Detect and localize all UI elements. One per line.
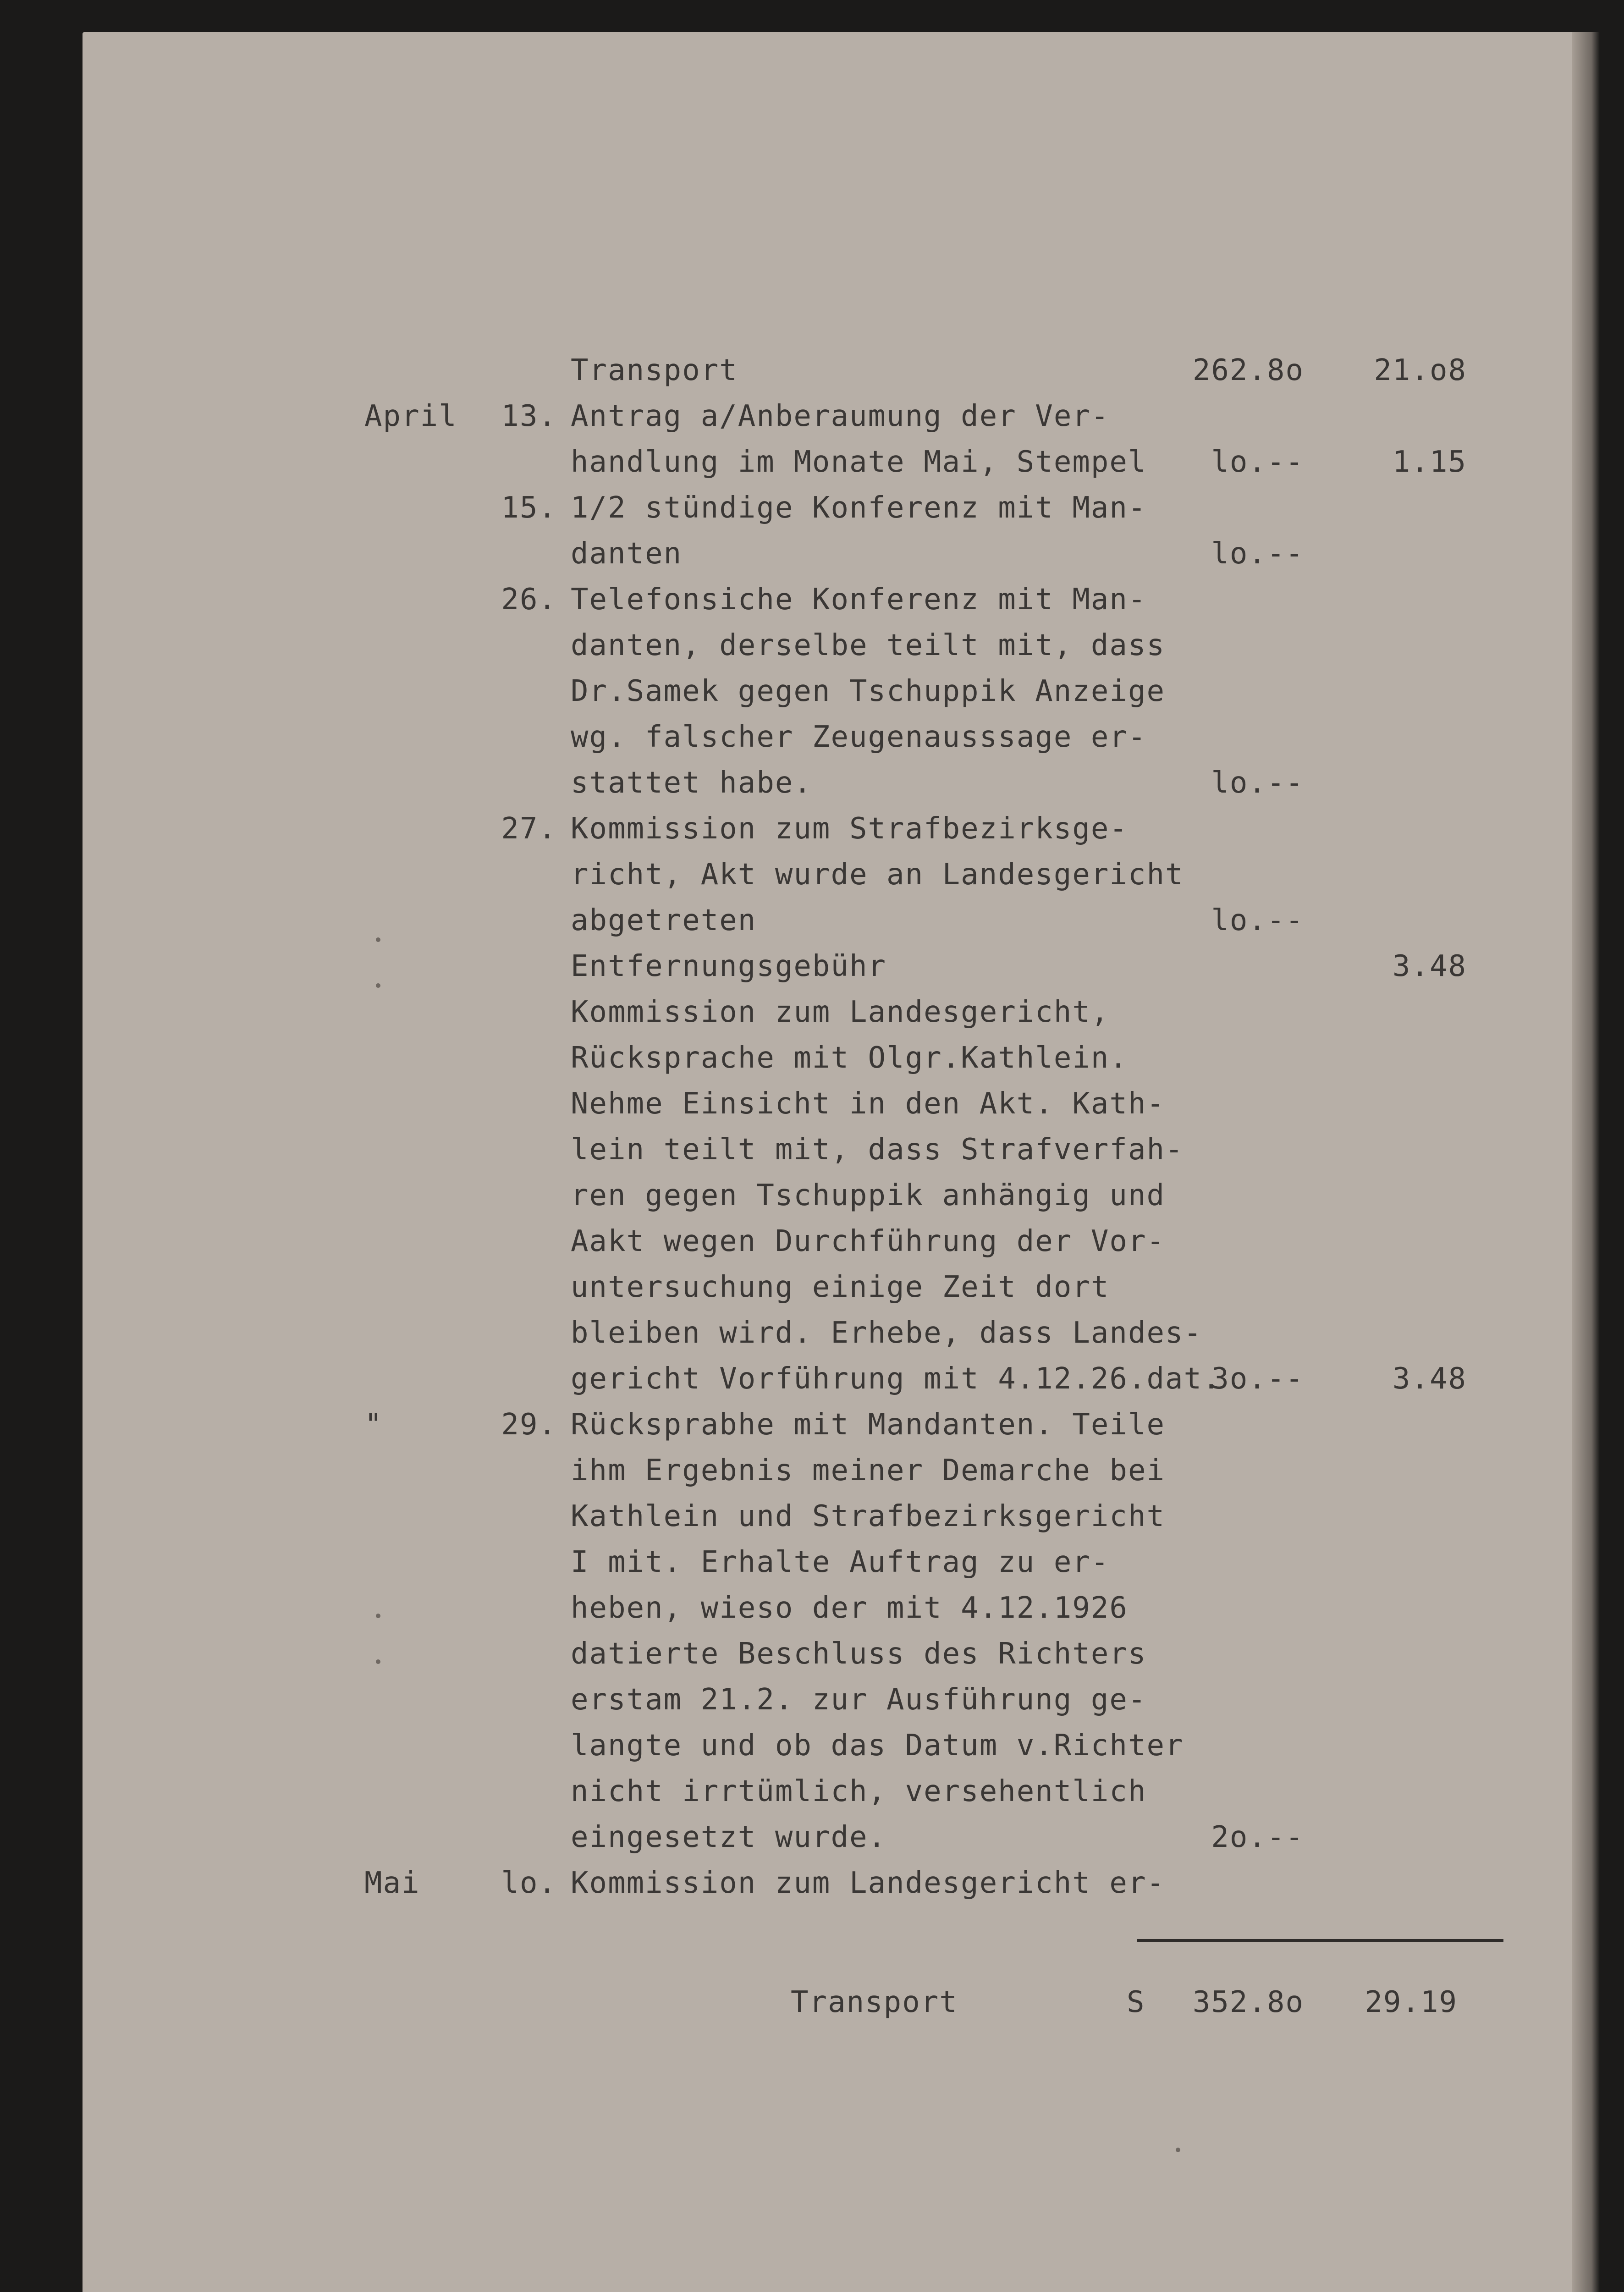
entry-day: 15. [501,491,557,525]
entry-expense: 3.48 [1392,1362,1467,1396]
entry-expense: 1.15 [1392,445,1467,479]
entry-day: 27. [501,812,557,846]
entry-text-line: lein teilt mit, dass Strafverfah- [571,1133,1184,1167]
entry-text-line: Kathlein und Strafbezirksgericht [571,1499,1165,1533]
entry-text-line: langte und ob das Datum v.Richter [571,1729,1184,1763]
entry-text-line: Kommission zum Landesgericht er- [571,1866,1165,1900]
footer-currency: S [1127,1985,1145,2019]
entry-text-line: stattet habe. [571,766,812,800]
footer-transport-label: Transport [791,1985,958,2019]
entry-text-line: nicht irrtümlich, versehentlich [571,1774,1147,1808]
header-transport-label: Transport [571,353,738,387]
entry-month: " [364,1408,383,1442]
entry-text-line: eingesetzt wurde. [571,1820,887,1854]
entry-fee: lo.-- [1211,537,1304,571]
scan-border-left [0,32,83,2292]
entry-text-line: Kommission zum Landesgericht, [571,995,1110,1029]
entry-text-line: Rücksprache mit Olgr.Kathlein. [571,1041,1128,1075]
entry-text-line: ihm Ergebnis meiner Demarche bei [571,1454,1165,1488]
entry-fee: lo.-- [1211,445,1304,479]
entry-text-line: Rücksprabhe mit Mandanten. Teile [571,1408,1165,1442]
entry-text-line: datierte Beschluss des Richters [571,1637,1147,1671]
entry-day: 13. [501,399,557,433]
entry-text-line: Antrag a/Anberaumung der Ver- [571,399,1110,433]
entry-text-line: Dr.Samek gegen Tschuppik Anzeige [571,674,1165,708]
entry-expense: 3.48 [1392,949,1467,983]
entry-text-line: untersuchung einige Zeit dort [571,1270,1110,1304]
paper-speck [376,1659,380,1664]
entry-text-line: bleiben wird. Erhebe, dass Landes- [571,1316,1203,1350]
entry-text-line: I mit. Erhalte Auftrag zu er- [571,1545,1110,1579]
header-transport-expense: 21.o8 [1374,353,1467,387]
entry-text-line: wg. falscher Zeugenausssage er- [571,720,1147,754]
entry-text-line: Telefonsiche Konferenz mit Man- [571,583,1147,617]
entry-text-line: 1/2 stündige Konferenz mit Man- [571,491,1147,525]
entry-text-line: danten, derselbe teilt mit, dass [571,628,1165,662]
header-transport-amount: 262.8o [1192,353,1304,387]
paper-speck [1176,2148,1180,2152]
entry-text-line: danten [571,537,683,571]
entry-fee: lo.-- [1211,904,1304,937]
total-rule [1137,1939,1503,1942]
entry-month: Mai [364,1866,420,1900]
entry-text-line: abgetreten [571,904,757,937]
entry-text-line: Kommission zum Strafbezirksge- [571,812,1128,846]
entry-day: 26. [501,583,557,617]
entry-text-line: gericht Vorführung mit 4.12.26.dat. [571,1362,1221,1396]
paper-right-edge [1572,32,1600,2292]
entry-text-line: Nehme Einsicht in den Akt. Kath- [571,1087,1165,1121]
entry-text-line: richt, Akt wurde an Landesgericht [571,858,1184,892]
entry-text-line: handlung im Monate Mai, Stempel [571,445,1147,479]
entry-text-line: Entfernungsgebühr [571,949,887,983]
entry-month: April [364,399,457,433]
entry-day: 29. [501,1408,557,1442]
paper-speck [376,1614,380,1618]
entry-text-line: Aakt wegen Durchführung der Vor- [571,1224,1165,1258]
paper-speck [376,937,380,942]
entry-fee: 2o.-- [1211,1820,1304,1854]
entry-fee: 3o.-- [1211,1362,1304,1396]
footer-transport-amount: 352.8o [1192,1985,1304,2019]
paper-speck [376,983,380,988]
entry-text-line: ren gegen Tschuppik anhängig und [571,1179,1165,1212]
entry-text-line: heben, wieso der mit 4.12.1926 [571,1591,1128,1625]
entry-day: lo. [501,1866,557,1900]
footer-transport-expense: 29.19 [1365,1985,1458,2019]
entry-text-line: erstam 21.2. zur Ausführung ge- [571,1683,1147,1717]
entry-fee: lo.-- [1211,766,1304,800]
